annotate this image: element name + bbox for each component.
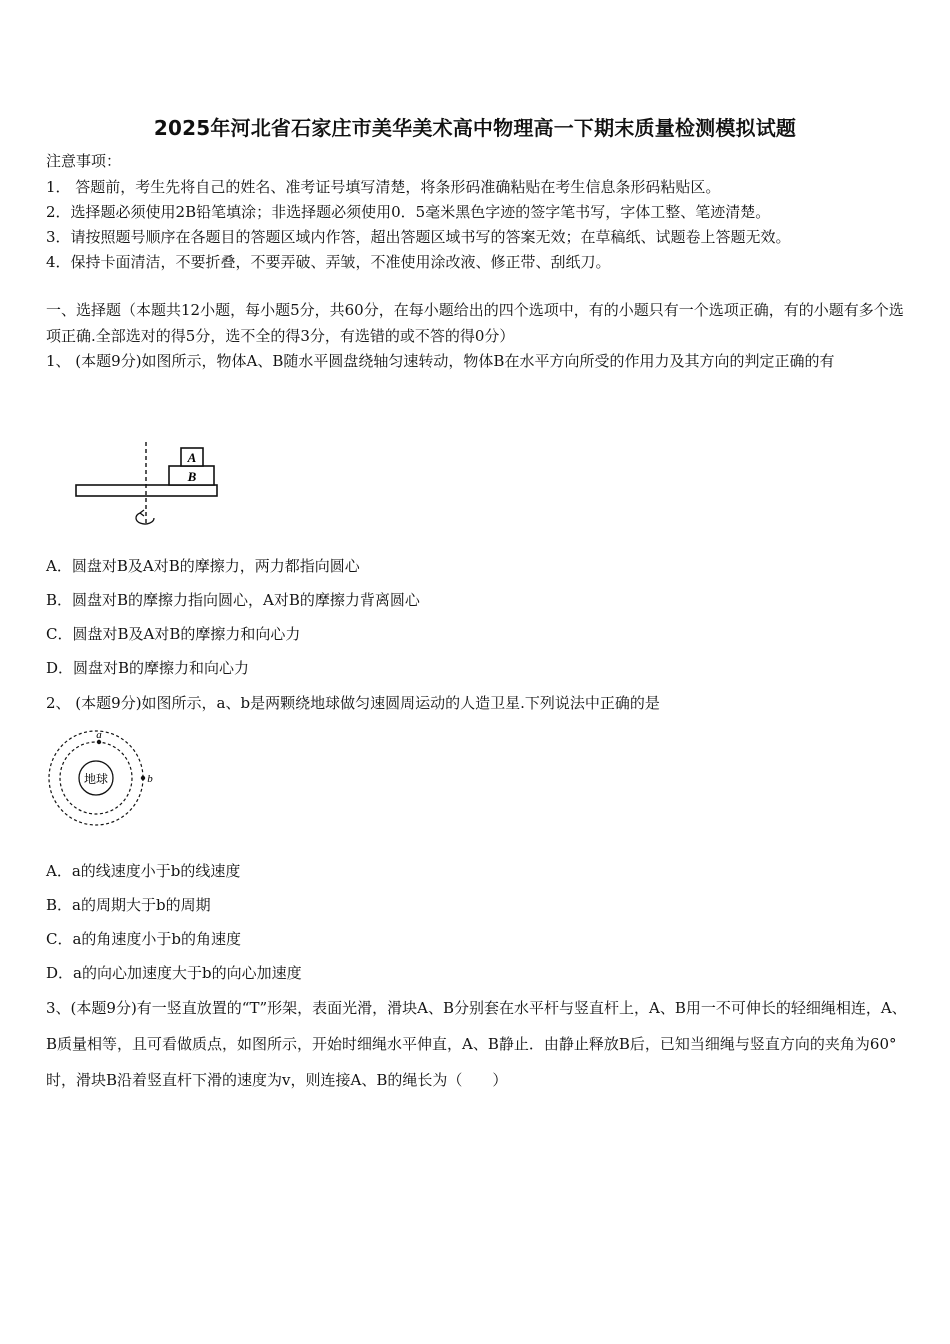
q3-stem: 3、(本题9分)有一竖直放置的“T”形架，表面光滑，滑块A、B分别套在水平杆与竖直杆上，A、B用一不可伸长的轻细绳相连，A、B质量相等，且可看做质点，如图所示，开始时细绳水平伸直，A、B静止．由静止释放B后，已知当细绳与竖直方向的夹角为60°时，滑块B沿着竖直杆下滑的速度为v，则连接A、B的绳长为（ ） bbox=[46, 999, 907, 1089]
q2-option: B．a的周期大于b的周期 bbox=[46, 896, 211, 914]
notice-item: 3．请按照题号顺序在各题目的答题区域内作答，超出答题区域书写的答案无效；在草稿纸、试题卷上答题无效。 bbox=[46, 228, 791, 246]
q2-label-b: b bbox=[147, 773, 153, 785]
section-intro: 一、选择题（本题共12小题，每小题5分，共60分，在每小题给出的四个选项中，有的小题只有一个选项正确，有的小题有多个选项正确.全部选对的得5分，选不全的得3分，有选错的或不答的得0分） bbox=[46, 301, 904, 345]
page-title: 2025年河北省石家庄市美华美术高中物理高一下期末质量检测模拟试题 bbox=[153, 116, 797, 140]
notice-heading: 注意事项： bbox=[46, 152, 122, 170]
notice-item: 2．选择题必须使用2B铅笔填涂；非选择题必须使用0．5毫米黑色字迹的签字笔书写，字体工整、笔迹清楚。 bbox=[46, 203, 771, 221]
q1-figure bbox=[70, 440, 230, 532]
q2-option: C．a的角速度小于b的角速度 bbox=[46, 930, 242, 948]
q2-stem: 2、 (本题9分)如图所示，a、b是两颗绕地球做匀速圆周运动的人造卫星.下列说法中正确的是 bbox=[46, 694, 660, 712]
q1-stem: 1、 (本题9分)如图所示，物体A、B随水平圆盘绕轴匀速转动，物体B在水平方向所受的作用力及其方向的判定正确的有 bbox=[46, 352, 835, 370]
q1-option: B．圆盘对B的摩擦力指向圆心，A对B的摩擦力背离圆心 bbox=[46, 591, 420, 609]
q2-label-a: a bbox=[96, 729, 102, 741]
notice-item: 1． 答题前，考生先将自己的姓名、准考证号填写清楚，将条形码准确粘贴在考生信息条形码粘贴区。 bbox=[46, 178, 721, 196]
q1-label-a: A bbox=[187, 450, 197, 465]
q2-option: D．a的向心加速度大于b的向心加速度 bbox=[46, 964, 302, 982]
notice-item: 4．保持卡面清洁，不要折叠，不要弄破、弄皱，不准使用涂改液、修正带、刮纸刀。 bbox=[46, 253, 611, 271]
q1-option: C．圆盘对B及A对B的摩擦力和向心力 bbox=[46, 625, 301, 643]
q2-option: A．a的线速度小于b的线速度 bbox=[46, 862, 241, 880]
q2-label-earth: 地球 bbox=[83, 772, 109, 786]
q2-figure bbox=[44, 728, 164, 828]
q1-option: A．圆盘对B及A对B的摩擦力，两力都指向圆心 bbox=[46, 557, 360, 575]
q1-option: D．圆盘对B的摩擦力和向心力 bbox=[46, 659, 250, 677]
q1-label-b: B bbox=[187, 469, 197, 484]
